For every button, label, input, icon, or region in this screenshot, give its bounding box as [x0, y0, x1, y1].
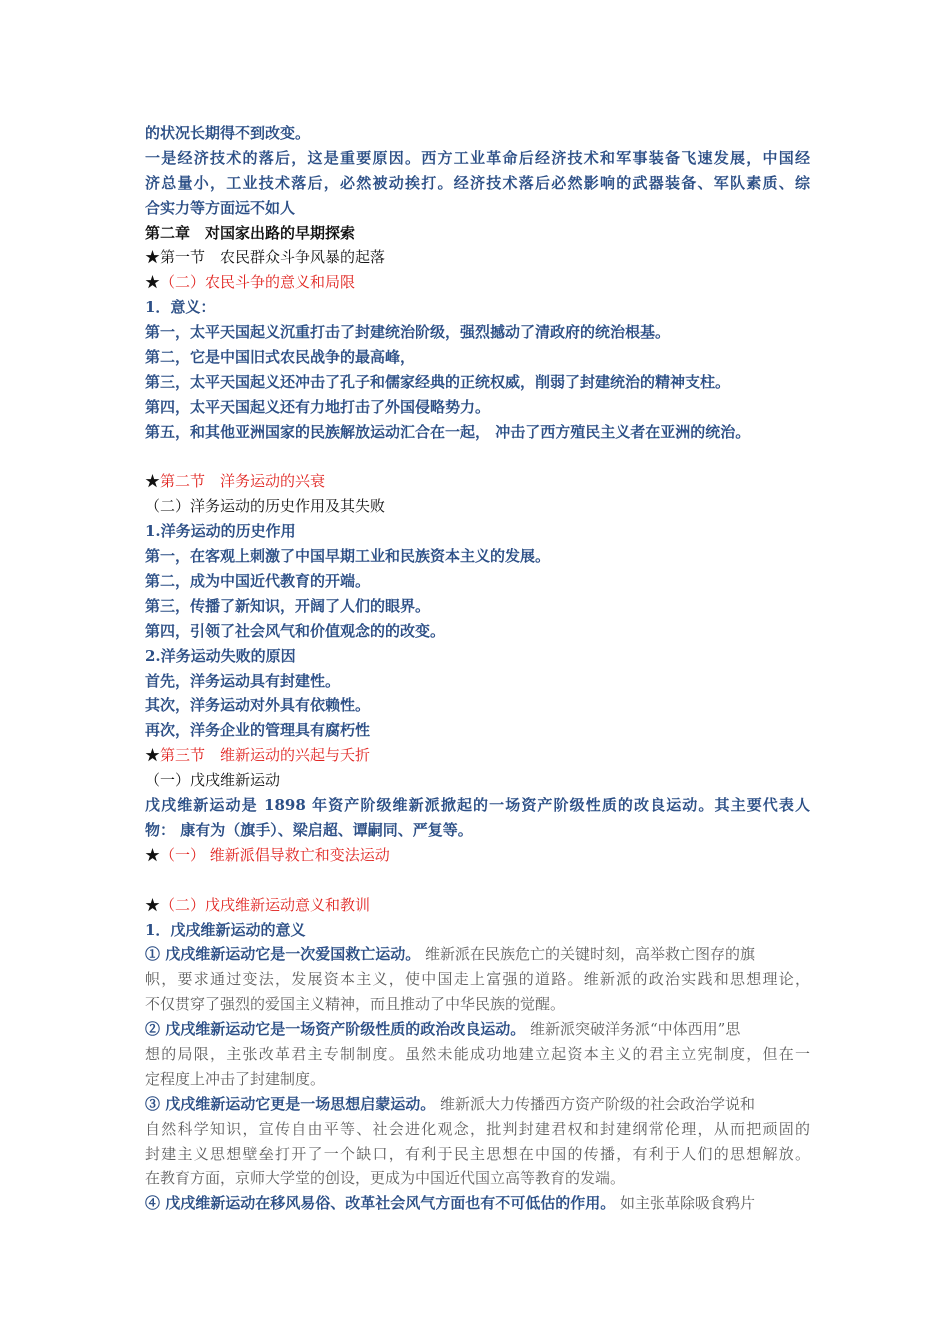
- paragraph-line: 自然科学知识，宣传自由平等、社会进化观念，批判封建君权和封建纲常伦理，从而把顽固的: [145, 1119, 810, 1138]
- paragraph-line: 在教育方面，京师大学堂的创设，更成为中国近代国立高等教育的发端。: [145, 1169, 626, 1188]
- paragraph-line: 封建主义思想壁垒打开了一个缺口，有利于民主思想在中国的传播，有利于人们的思想解放。: [145, 1144, 810, 1163]
- subsection-title: （二）戊戌维新运动意义和教训: [160, 895, 371, 914]
- section-heading: [145, 245, 810, 270]
- paragraph-line: 想的局限，主张改革君主专制制度。虽然未能成功地建立起资本主义的君主立宪制度，但在一: [145, 1044, 810, 1063]
- subsection-heading: [145, 270, 810, 295]
- list-item: 第四，太平天国起义还有力地打击了外国侵略势力。: [145, 397, 491, 416]
- blank-line: [145, 445, 810, 470]
- list-item: 再次，洋务企业的管理具有腐朽性: [145, 721, 371, 740]
- subsection-title: （一） 维新派倡导救亡和变法运动: [160, 845, 390, 864]
- paragraph-line: [145, 1017, 810, 1042]
- list-item: 第三，太平天国起义还冲击了孔子和儒家经典的正统权威，削弱了封建统治的精神支柱。: [145, 372, 731, 391]
- paragraph-line: [145, 1191, 810, 1216]
- star-icon: ★: [145, 273, 161, 292]
- star-icon: ★: [145, 746, 161, 765]
- document-page: [145, 121, 810, 1216]
- star-icon: ★: [145, 248, 161, 267]
- subsection-heading: （一）戊戌维新运动: [145, 771, 281, 790]
- chapter-heading: 第二章 对国家出路的早期探索: [145, 223, 356, 242]
- point-heading: ③ 戊戌维新运动它更是一场思想启蒙运动。: [145, 1094, 436, 1113]
- list-heading: 1．戊戌维新运动的意义: [145, 920, 306, 939]
- paragraph-line: [145, 942, 810, 967]
- paragraph-line: 一是经济技术的落后，这是重要原因。西方工业革命后经济技术和军事装备飞速发展，中国经: [145, 148, 810, 167]
- list-item: 第一，在客观上刺激了中国早期工业和民族资本主义的发展。: [145, 547, 551, 566]
- subsection-heading: [145, 893, 810, 918]
- point-text: 维新派突破洋务派“中体西用”思: [525, 1020, 741, 1039]
- section-title: 第二节 洋务运动的兴衰: [160, 472, 326, 491]
- blank-line: [145, 868, 810, 893]
- paragraph-line: 不仅贯穿了强烈的爱国主义精神，而且推动了中华民族的觉醒。: [145, 995, 566, 1014]
- subsection-heading: （二）洋务运动的历史作用及其失败: [145, 497, 386, 516]
- section-title: 第一节 农民群众斗争风暴的起落: [160, 248, 386, 267]
- star-icon: ★: [145, 472, 161, 491]
- paragraph-line: 帜，要求通过变法，发展资本主义，使中国走上富强的道路。维新派的政治实践和思想理论，: [145, 970, 810, 989]
- paragraph-line: 合实力等方面远不如人: [145, 198, 296, 217]
- point-text: 维新派在民族危亡的关键时刻，高举救亡图存的旗: [420, 945, 756, 964]
- star-icon: ★: [145, 845, 161, 864]
- paragraph-line: 物： 康有为（旗手）、梁启超、谭嗣同、严复等。: [145, 820, 473, 839]
- paragraph-line: 定程度上冲击了封建制度。: [145, 1069, 326, 1088]
- section-heading: [145, 743, 810, 768]
- list-item: 第一，太平天国起义沉重打击了封建统治阶级，强烈撼动了清政府的统治根基。: [145, 323, 671, 342]
- point-heading: ④ 戊戌维新运动在移风易俗、改革社会风气方面也有不可低估的作用。: [145, 1194, 616, 1213]
- list-item: 第四，引领了社会风气和价值观念的的改变。: [145, 621, 446, 640]
- paragraph-line: 济总量小，工业技术落后，必然被动挨打。经济技术落后必然影响的武器装备、军队素质、综: [145, 173, 810, 192]
- subsection-title: （二）农民斗争的意义和局限: [160, 273, 356, 292]
- point-text: 维新派大力传播西方资产阶级的社会政治学说和: [435, 1094, 756, 1113]
- point-text: 如主张革除吸食鸦片: [615, 1194, 756, 1213]
- list-item: 第二，成为中国近代教育的开端。: [145, 572, 371, 591]
- subsection-heading: [145, 843, 810, 868]
- list-item: 首先，洋务运动具有封建性。: [145, 671, 341, 690]
- section-heading: [145, 469, 810, 494]
- list-heading: 1.洋务运动的历史作用: [145, 522, 296, 541]
- list-item: 第五，和其他亚洲国家的民族解放运动汇合在一起， 冲击了西方殖民主义者在亚洲的统治。: [145, 422, 751, 441]
- star-icon: ★: [145, 895, 161, 914]
- list-item: 其次，洋务运动对外具有依赖性。: [145, 696, 371, 715]
- paragraph-line: [145, 1092, 810, 1117]
- list-heading: 2.洋务运动失败的原因: [145, 646, 296, 665]
- list-item: 第三，传播了新知识，开阔了人们的眼界。: [145, 596, 431, 615]
- paragraph-line: 的状况长期得不到改变。: [145, 124, 311, 142]
- point-heading: ② 戊戌维新运动它是一场资产阶级性质的政治改良运动。: [145, 1020, 526, 1039]
- paragraph-line: 戊戌维新运动是 1898 年资产阶级维新派掀起的一场资产阶级性质的改良运动。其主要代表人: [145, 796, 810, 815]
- point-heading: ① 戊戌维新运动它是一次爱国救亡运动。: [145, 945, 421, 964]
- list-heading: 1．意义：: [145, 298, 216, 317]
- list-item: 第二，它是中国旧式农民战争的最高峰，: [145, 348, 416, 367]
- section-title: 第三节 维新运动的兴起与夭折: [160, 746, 371, 765]
